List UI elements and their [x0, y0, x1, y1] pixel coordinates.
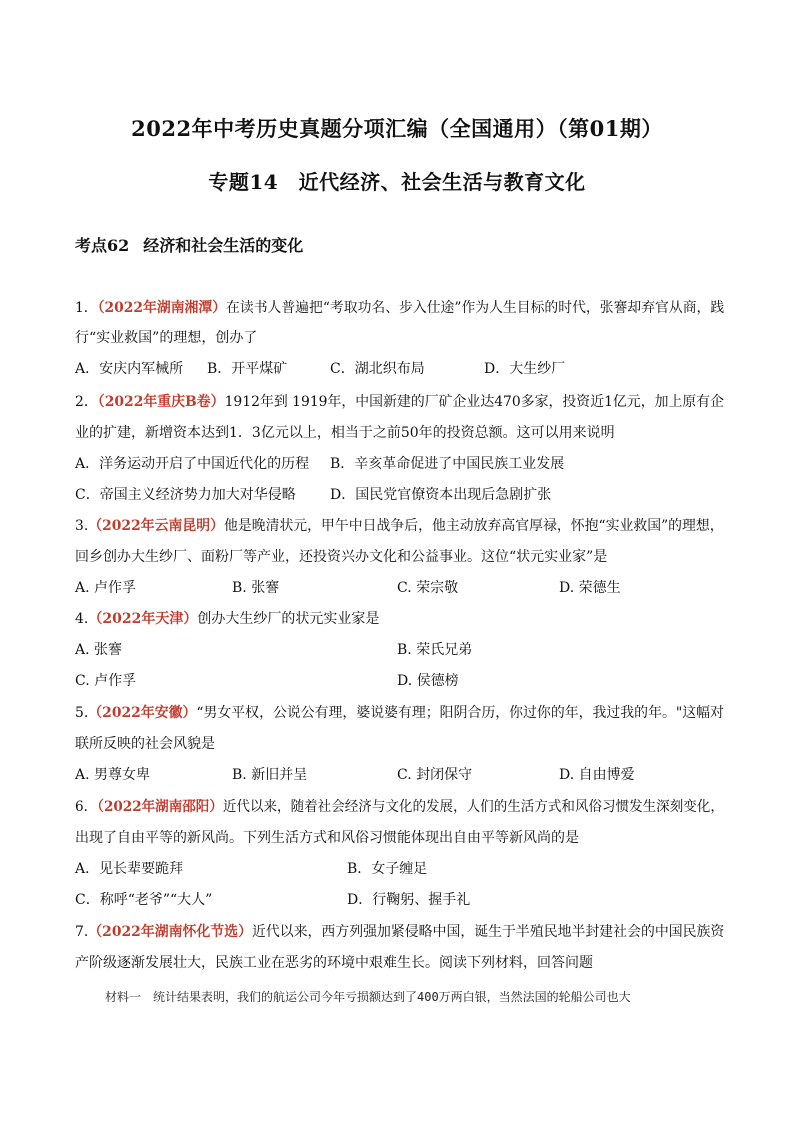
question-source: （2022年湖南怀化节选）	[88, 924, 252, 940]
option-b: B．辛亥革命促进了中国民族工业发展	[330, 456, 565, 472]
section-heading	[75, 233, 303, 256]
option-b: B. 荣氏兄弟	[397, 642, 473, 658]
question-7-line-1	[75, 922, 724, 942]
option-d: D. 自由博爱	[559, 767, 635, 783]
question-text: 他是晚清状元，甲午中日战争后，他主动放弃高官厚禄，怀抱“实业救国”的理想，	[223, 518, 724, 534]
question-2-line-2: 业的扩建，新增资本达到1．3亿元以上，相当于之前50年的投资总额。这可以用来说明	[75, 425, 615, 441]
question-3-line-2: 回乡创办大生纱厂、面粉厂等产业，还投资兴办文化和公益事业。这位“状元实业家”是	[75, 549, 608, 565]
question-6-line-2: 出现了自由平等的新风尚。下列生活方式和风俗习惯能体现出自由平等新风尚的是	[75, 830, 579, 846]
question-text: 近代以来，西方列强加紧侵略中国，诞生于半殖民地半封建社会的中国民族资	[251, 924, 725, 940]
question-source: （2022年天津）	[88, 611, 198, 627]
question-2-line-1	[75, 392, 724, 412]
option-b: B. 新旧并呈	[232, 767, 308, 783]
document-subtitle: 专题14 近代经济、社会生活与教育文化	[208, 170, 586, 194]
option-a: A. 张謇	[75, 642, 123, 658]
question-text: 1912年到 1919年，中国新建的厂矿企业达470多家，投资近1亿元，加上原有企	[224, 394, 725, 410]
question-text: “男女平权，公说公有理，婆说婆有理；阳阴合历，你过你的年，我过我的年。"这幅对	[196, 705, 724, 721]
question-5-line-1	[75, 703, 724, 723]
option-c: C．湖北织布局	[330, 361, 425, 377]
option-c: C. 卢作孚	[75, 673, 137, 689]
option-c: C．称呼“老爷”“大人”	[75, 892, 213, 908]
question-text: 近代以来，随着社会经济与文化的发展，人们的生活方式和风俗习惯发生深刻变化，	[222, 799, 724, 815]
question-number: 5.	[75, 705, 89, 721]
question-number: 2．	[75, 394, 98, 410]
question-number: 6．	[75, 799, 98, 815]
option-d: D．行鞠躬、握手礼	[347, 892, 471, 908]
question-number: 4.	[75, 611, 89, 627]
question-1-line-1	[75, 298, 724, 318]
option-b: B. 张謇	[232, 580, 280, 596]
material-1-text: 材料一 统计结果表明，我们的航运公司今年亏损额达到了400万两白银，当然法国的轮船公司也大	[105, 990, 631, 1004]
question-3-line-1	[75, 516, 724, 536]
question-1-line-2: 行“实业救国”的理想，创办了	[75, 330, 258, 346]
option-c: C. 封闭保守	[397, 767, 473, 783]
option-d: D．大生纱厂	[484, 361, 566, 377]
question-4-line-1	[75, 609, 379, 629]
question-number: 7.	[75, 924, 89, 940]
section-name: 经济和社会生活的变化	[143, 236, 304, 255]
question-number: 1．	[75, 300, 98, 316]
option-b: B．开平煤矿	[207, 361, 288, 377]
option-a: A．洋务运动开启了中国近代化的历程	[75, 456, 310, 472]
question-source: （2022年湖南湘潭）	[97, 300, 227, 316]
option-d: D. 侯德榜	[397, 673, 459, 689]
question-6-line-1	[75, 797, 724, 817]
question-5-line-2: 联所反映的社会风貌是	[75, 736, 215, 752]
question-7-line-2: 产阶级逐渐发展壮大，民族工业在恶劣的环境中艰难生长。阅读下列材料，回答问题	[75, 955, 593, 971]
question-source: （2022年湖南邵阳）	[97, 799, 223, 815]
option-c: C．帝国主义经济势力加大对华侵略	[75, 487, 296, 503]
question-text: 创办大生纱厂的状元实业家是	[197, 611, 380, 627]
option-a: A. 男尊女卑	[75, 767, 151, 783]
question-text: 在读书人普遍把“考取功名、步入仕途”作为人生目标的时代，张謇却弃官从商，践	[226, 300, 725, 316]
option-b: B．女子缠足	[347, 861, 428, 877]
document-title: 2022年中考历史真题分项汇编（全国通用）（第01期）	[131, 116, 663, 141]
option-d: D．国民党官僚资本出现后急剧扩张	[330, 487, 552, 503]
question-number: 3.	[75, 518, 89, 534]
question-source: （2022年重庆B卷）	[97, 394, 225, 410]
question-source: （2022年云南昆明）	[88, 518, 224, 534]
section-label: 考点62	[75, 236, 130, 255]
option-a: A．见长辈要跪拜	[75, 861, 184, 877]
option-c: C. 荣宗敬	[397, 580, 459, 596]
option-d: D. 荣德生	[559, 580, 621, 596]
option-a: A．安庆内军械所	[75, 361, 184, 377]
option-a: A. 卢作孚	[75, 580, 137, 596]
question-source: （2022年安徽）	[88, 705, 197, 721]
